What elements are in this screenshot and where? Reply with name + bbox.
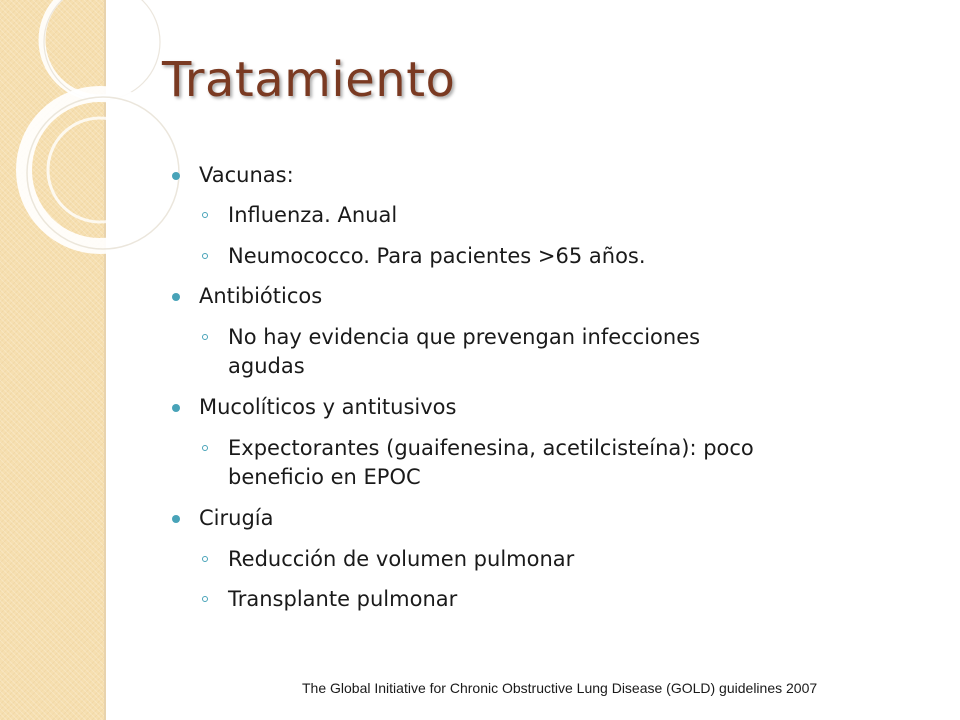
list-item: Reducción de volumen pulmonar — [228, 547, 575, 571]
filled-circle-bullet-icon — [172, 515, 180, 523]
citation: The Global Initiative for Chronic Obstructive Lung Disease (GOLD) guidelines 2007 — [302, 680, 818, 696]
filled-circle-bullet-icon — [172, 172, 180, 180]
concentric-rings-icon — [0, 0, 200, 260]
filled-circle-bullet-icon — [172, 293, 180, 301]
hollow-circle-bullet-icon — [202, 596, 208, 602]
hollow-circle-bullet-icon — [202, 445, 208, 451]
list-item: Expectorantes (guaifenesina, acetilcisteína): poco — [228, 436, 754, 460]
list-item: Vacunas: — [199, 163, 294, 187]
list-item: Neumococco. Para pacientes >65 años. — [228, 244, 646, 268]
list-item-continuation: beneficio en EPOC — [228, 465, 421, 489]
hollow-circle-bullet-icon — [202, 556, 208, 562]
slide-title: Tratamiento — [162, 52, 456, 108]
hollow-circle-bullet-icon — [202, 334, 208, 340]
list-item-continuation: agudas — [228, 354, 305, 378]
list-item: Antibióticos — [199, 284, 323, 308]
list-item: Mucolíticos y antitusivos — [199, 395, 457, 419]
list-item: No hay evidencia que prevengan infecciones — [228, 325, 701, 349]
filled-circle-bullet-icon — [172, 404, 180, 412]
hollow-circle-bullet-icon — [202, 212, 208, 218]
list-item: Transplante pulmonar — [228, 587, 458, 611]
list-item: Cirugía — [199, 506, 274, 530]
list-item: Influenza. Anual — [228, 203, 398, 227]
hollow-circle-bullet-icon — [202, 253, 208, 259]
